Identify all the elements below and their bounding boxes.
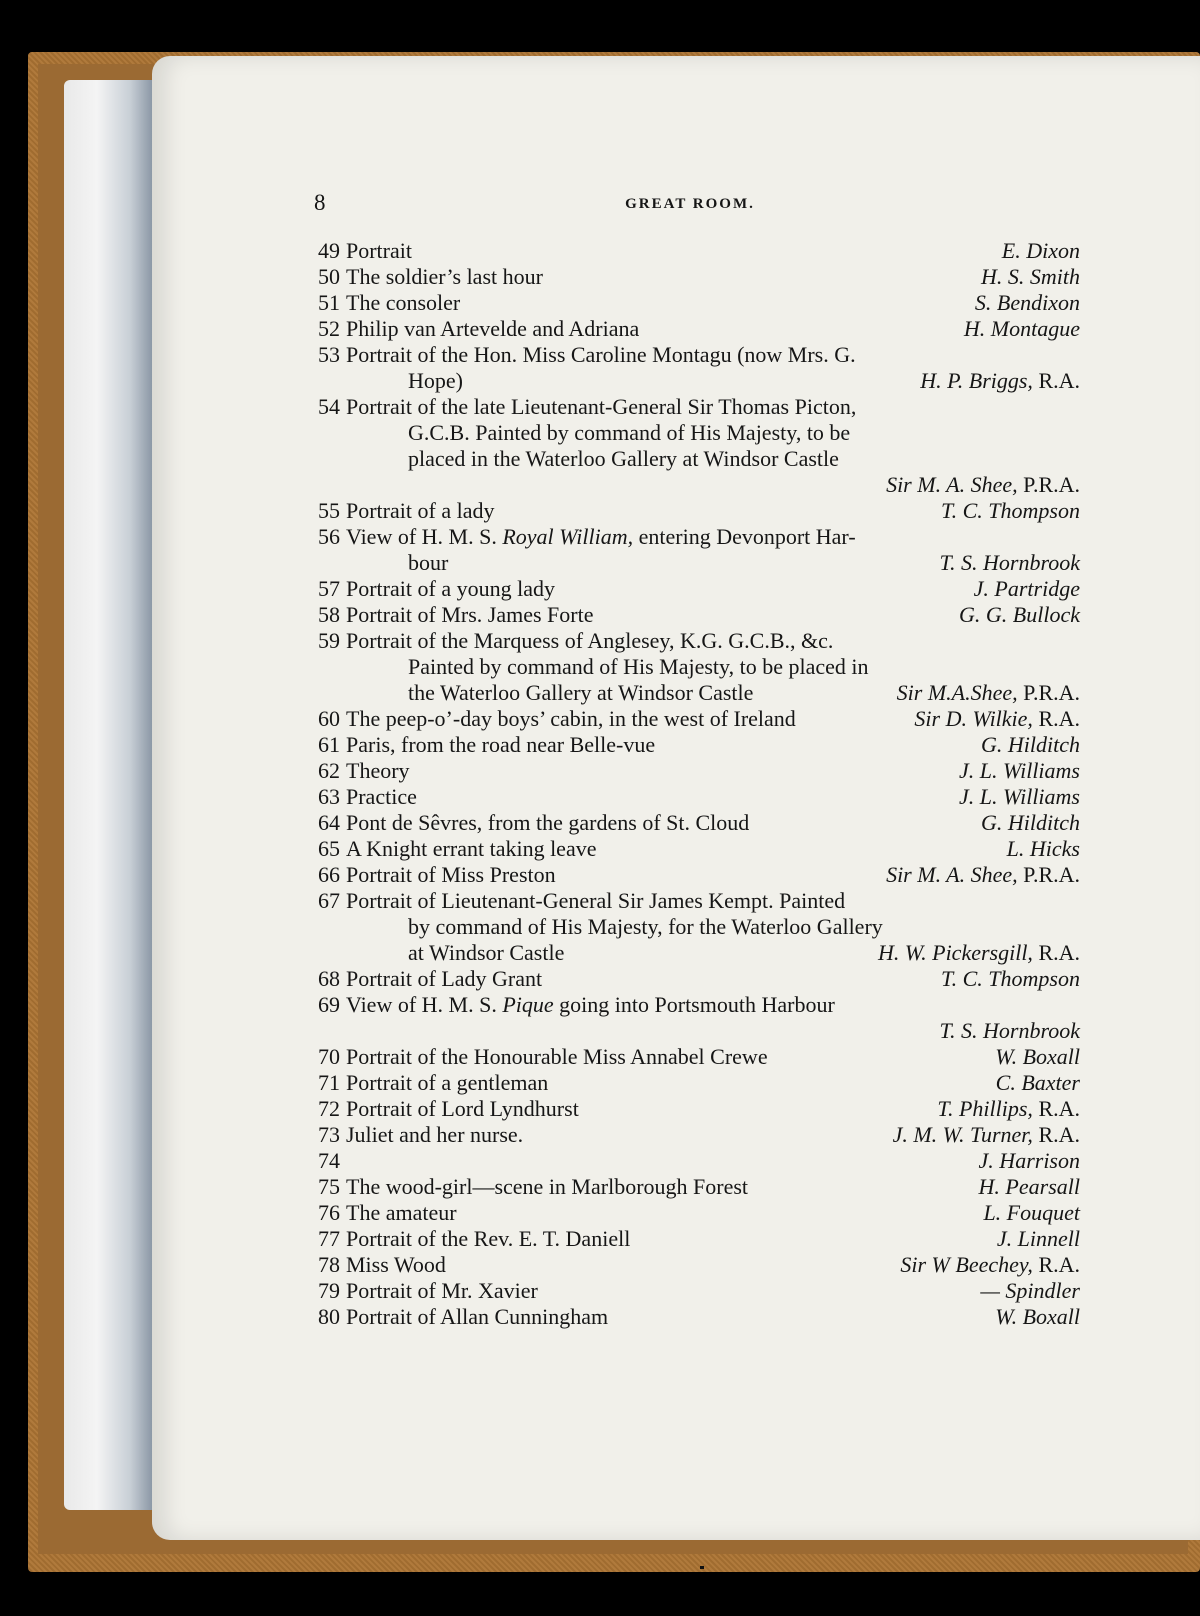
- artist-name: G. Hilditch: [981, 732, 1080, 757]
- entry-title-continued: the Waterloo Gallery at Windsor Castle: [408, 680, 754, 705]
- entry-artist: [995, 1044, 1080, 1070]
- catalogue-entry: [300, 810, 1100, 836]
- entry-artist: [878, 940, 1080, 966]
- catalogue-entry: [300, 992, 1100, 1044]
- entry-line: [300, 446, 1100, 472]
- entry-line: [300, 732, 1100, 758]
- entry-line: [300, 628, 1100, 654]
- artist-name: Sir D. Wilkie,: [914, 706, 1033, 731]
- entry-line: [300, 1148, 1100, 1174]
- artist-name: E. Dixon: [1001, 238, 1080, 263]
- entry-number: 53: [318, 342, 340, 367]
- artist-name: H. W. Pickersgill,: [877, 940, 1033, 965]
- entry-number: 77: [318, 1226, 340, 1251]
- entry-line: [300, 1278, 1100, 1304]
- entry-artist: [979, 1148, 1080, 1174]
- entry-number: 55: [318, 498, 340, 523]
- artist-name: J. L. Williams: [958, 784, 1080, 809]
- artist-honour: P.R.A.: [1017, 862, 1080, 887]
- catalogue-entry: [300, 862, 1100, 888]
- entry-number: 70: [318, 1044, 340, 1069]
- catalogue-entry: [300, 1148, 1100, 1174]
- entry-artist: [959, 602, 1080, 628]
- catalogue-entry: [300, 758, 1100, 784]
- running-head: GREAT ROOM.: [625, 196, 755, 212]
- entry-title: Portrait of the Honourable Miss Annabel Crewe: [346, 1044, 768, 1069]
- entry-line: [300, 1174, 1100, 1200]
- entry-artist: [983, 1200, 1080, 1226]
- entry-title: The amateur: [346, 1200, 457, 1225]
- scan-mark: [700, 1566, 704, 1569]
- entry-artist: [893, 1122, 1080, 1148]
- entry-number: 58: [318, 602, 340, 627]
- entry-line: [300, 940, 1100, 966]
- entry-line: [300, 1018, 1100, 1044]
- entry-title: Juliet and her nurse.: [346, 1122, 524, 1147]
- artist-honour: P.R.A.: [1017, 472, 1080, 497]
- entry-artist: [981, 264, 1080, 290]
- artist-name: Sir M. A. Shee,: [886, 862, 1018, 887]
- artist-name: T. C. Thompson: [941, 966, 1080, 991]
- entry-number: 64: [318, 810, 340, 835]
- entry-title-continued: placed in the Waterloo Gallery at Windsor Castle: [408, 446, 839, 471]
- catalogue-entry: [300, 1174, 1100, 1200]
- entry-artist: [981, 810, 1080, 836]
- artist-honour: R.A.: [1032, 1252, 1080, 1277]
- catalogue-entry: [300, 1044, 1100, 1070]
- entry-title-continued: at Windsor Castle: [408, 940, 565, 965]
- entry-line: [300, 1096, 1100, 1122]
- artist-name: H. Pearsall: [978, 1174, 1080, 1199]
- entry-line: [300, 758, 1100, 784]
- page-header: [300, 190, 1080, 226]
- catalogue-entry: [300, 706, 1100, 732]
- entry-artist: [996, 1070, 1080, 1096]
- entry-title: The consoler: [346, 290, 461, 315]
- entry-line: [300, 368, 1100, 394]
- entry-line: [300, 654, 1100, 680]
- entry-artist: [974, 576, 1080, 602]
- entry-line: [300, 914, 1100, 940]
- entry-title: Portrait of Mr. Xavier: [346, 1278, 538, 1303]
- entry-number: 78: [318, 1252, 340, 1277]
- entry-number: 67: [318, 888, 340, 913]
- entry-artist: [959, 758, 1080, 784]
- catalogue-entry: [300, 1096, 1100, 1122]
- entry-artist: [964, 316, 1080, 342]
- artist-name: G. G. Bullock: [959, 602, 1080, 627]
- entry-line: [300, 1252, 1100, 1278]
- entry-number: 79: [318, 1278, 340, 1303]
- entry-title: Portrait of Miss Preston: [346, 862, 556, 887]
- catalogue-entries: [300, 238, 1100, 1330]
- artist-honour: R.A.: [1032, 940, 1080, 965]
- entry-artist: [914, 706, 1080, 732]
- page-number: 8: [314, 190, 326, 215]
- entry-artist: [886, 472, 1080, 498]
- catalogue-entry: [300, 966, 1100, 992]
- artist-name: G. Hilditch: [981, 810, 1080, 835]
- artist-name: T. C. Thompson: [941, 498, 1080, 523]
- entry-line: [300, 862, 1100, 888]
- entry-line: [300, 264, 1100, 290]
- artist-honour: P.R.A.: [1017, 680, 1080, 705]
- artist-name: J. Partridge: [973, 576, 1080, 601]
- entry-number: 60: [318, 706, 340, 731]
- entry-number: 59: [318, 628, 340, 653]
- catalogue-entry: [300, 1122, 1100, 1148]
- artist-name: J. M. W. Turner,: [892, 1122, 1033, 1147]
- entry-artist: [939, 550, 1080, 576]
- entry-artist: [979, 1174, 1080, 1200]
- entry-number: 57: [318, 576, 340, 601]
- entry-artist: [980, 1278, 1080, 1304]
- artist-name: C. Baxter: [995, 1070, 1080, 1095]
- entry-line: [300, 524, 1100, 550]
- catalogue-entry: [300, 264, 1100, 290]
- artist-honour: R.A.: [1032, 1122, 1080, 1147]
- artist-name: J. Harrison: [978, 1148, 1080, 1173]
- entry-artist: [959, 784, 1080, 810]
- entry-number: 74: [318, 1148, 340, 1173]
- artist-name: L. Fouquet: [983, 1200, 1080, 1225]
- entry-number: 75: [318, 1174, 340, 1199]
- catalogue-entry: [300, 1226, 1100, 1252]
- entry-line: [300, 498, 1100, 524]
- catalogue-entry: [300, 1200, 1100, 1226]
- entry-number: 62: [318, 758, 340, 783]
- entry-line: [300, 602, 1100, 628]
- entry-number: 52: [318, 316, 340, 341]
- artist-name: T. S. Hornbrook: [939, 1018, 1080, 1043]
- entry-title: Portrait of the Rev. E. T. Daniell: [346, 1226, 631, 1251]
- artist-name: T. Phillips,: [937, 1096, 1033, 1121]
- entry-title: Portrait of a young lady: [346, 576, 555, 601]
- catalogue-entry: [300, 316, 1100, 342]
- entry-artist: [1007, 836, 1080, 862]
- entry-number: 65: [318, 836, 340, 861]
- entry-title: Portrait of Lady Grant: [346, 966, 543, 991]
- entry-title: The peep-o’-day boys’ cabin, in the west of Ireland: [346, 706, 796, 731]
- catalogue-entry: [300, 1278, 1100, 1304]
- artist-honour: R.A.: [1032, 706, 1080, 731]
- artist-name: H. S. Smith: [981, 264, 1080, 289]
- entry-line: [300, 290, 1100, 316]
- entry-number: 73: [318, 1122, 340, 1147]
- artist-name: L. Hicks: [1006, 836, 1080, 861]
- entry-line: [300, 1226, 1100, 1252]
- catalogue-entry: [300, 628, 1100, 706]
- catalogue-entry: [300, 888, 1100, 966]
- entry-line: [300, 810, 1100, 836]
- artist-name: Sir M.A.Shee,: [896, 680, 1018, 705]
- entry-number: 56: [318, 524, 340, 549]
- entry-title-continued: by command of His Majesty, for the Waterloo Gallery: [408, 914, 883, 939]
- entry-title: A Knight errant taking leave: [346, 836, 597, 861]
- artist-name: Sir M. A. Shee,: [886, 472, 1018, 497]
- entry-number: 69: [318, 992, 340, 1017]
- entry-number: 51: [318, 290, 340, 315]
- entry-title: Portrait of a lady: [346, 498, 495, 523]
- entry-line: [300, 1044, 1100, 1070]
- entry-title: Portrait of Mrs. James Forte: [346, 602, 594, 627]
- catalogue-entry: [300, 498, 1100, 524]
- catalogue-entry: [300, 290, 1100, 316]
- entry-line: [300, 1122, 1100, 1148]
- entry-line: [300, 238, 1100, 264]
- entry-title: The soldier’s last hour: [346, 264, 543, 289]
- entry-artist: [937, 1096, 1080, 1122]
- artist-name: H. Montague: [963, 316, 1080, 341]
- entry-title-continued: Hope): [408, 368, 463, 393]
- entry-line: [300, 888, 1100, 914]
- catalogue-entry: [300, 1070, 1100, 1096]
- entry-title: Practice: [346, 784, 417, 809]
- catalogue-entry: [300, 576, 1100, 602]
- catalogue-entry: [300, 342, 1100, 394]
- artist-honour: R.A.: [1032, 368, 1080, 393]
- catalogue-entry: [300, 784, 1100, 810]
- catalogue-entry: [300, 394, 1100, 498]
- artist-name: W. Boxall: [995, 1304, 1080, 1329]
- entry-title: Portrait of the Hon. Miss Caroline Montagu (now Mrs. G.: [346, 342, 856, 367]
- entry-title: The wood-girl—scene in Marlborough Forest: [346, 1174, 749, 1199]
- entry-title-continued: G.C.B. Painted by command of His Majesty, to be: [408, 420, 851, 445]
- entry-artist: [939, 1018, 1080, 1044]
- entry-title: Portrait of the late Lieutenant-General Sir Thomas Picton,: [346, 394, 857, 419]
- catalogue-entry: [300, 524, 1100, 576]
- artist-name: H. P. Briggs,: [920, 368, 1033, 393]
- entry-number: 80: [318, 1304, 340, 1329]
- entry-artist: [941, 966, 1080, 992]
- entry-title-continued: Painted by command of His Majesty, to be placed in: [408, 654, 869, 679]
- entry-title: Portrait of Lieutenant-General Sir James Kempt. Painted: [346, 888, 846, 913]
- artist-name: W. Boxall: [995, 1044, 1080, 1069]
- entry-title-continued: bour: [408, 550, 449, 575]
- artist-honour: R.A.: [1032, 1096, 1080, 1121]
- entry-title: View of H. M. S. Pique going into Portsmouth Harbour: [346, 992, 835, 1017]
- artist-name: S. Bendixon: [974, 290, 1080, 315]
- entry-number: 71: [318, 1070, 340, 1095]
- artist-name: T. S. Hornbrook: [939, 550, 1080, 575]
- entry-number: 66: [318, 862, 340, 887]
- entry-artist: [886, 862, 1080, 888]
- entry-line: [300, 316, 1100, 342]
- entry-line: [300, 680, 1100, 706]
- entry-number: 76: [318, 1200, 340, 1225]
- entry-line: [300, 706, 1100, 732]
- entry-line: [300, 1070, 1100, 1096]
- entry-line: [300, 992, 1100, 1018]
- entry-line: [300, 1304, 1100, 1330]
- entry-artist: [900, 1252, 1080, 1278]
- entry-number: 54: [318, 394, 340, 419]
- catalogue-entry: [300, 732, 1100, 758]
- catalogue-entry: [300, 238, 1100, 264]
- entry-artist: [941, 498, 1080, 524]
- entry-title: Portrait of a gentleman: [346, 1070, 549, 1095]
- entry-artist: [997, 1226, 1080, 1252]
- entry-title: Philip van Artevelde and Adriana: [346, 316, 640, 341]
- artist-name: — Spindler: [980, 1278, 1080, 1303]
- entry-artist: [975, 290, 1080, 316]
- entry-artist: [1002, 238, 1080, 264]
- entry-line: [300, 966, 1100, 992]
- entry-title: Portrait: [346, 238, 412, 263]
- catalogue-entry: [300, 836, 1100, 862]
- entry-number: 61: [318, 732, 340, 757]
- entry-number: 63: [318, 784, 340, 809]
- entry-title: Miss Wood: [346, 1252, 446, 1277]
- entry-line: [300, 550, 1100, 576]
- entry-number: 68: [318, 966, 340, 991]
- entry-number: 72: [318, 1096, 340, 1121]
- entry-title: Portrait of Allan Cunningham: [346, 1304, 609, 1329]
- entry-line: [300, 576, 1100, 602]
- entry-title: Paris, from the road near Belle-vue: [346, 732, 656, 757]
- artist-name: Sir W Beechey,: [900, 1252, 1033, 1277]
- entry-title: Portrait of the Marquess of Anglesey, K.G. G.C.B., &c.: [346, 628, 834, 653]
- catalogue-entry: [300, 602, 1100, 628]
- entry-line: [300, 836, 1100, 862]
- entry-line: [300, 342, 1100, 368]
- artist-name: J. L. Williams: [958, 758, 1080, 783]
- entry-title: Portrait of Lord Lyndhurst: [346, 1096, 579, 1121]
- entry-artist: [920, 368, 1080, 394]
- entry-title: View of H. M. S. Royal William, entering Devonport Har-: [346, 524, 856, 549]
- entry-artist: [981, 732, 1080, 758]
- entry-artist: [995, 1304, 1080, 1330]
- entry-line: [300, 1200, 1100, 1226]
- artist-name: J. Linnell: [996, 1226, 1080, 1251]
- entry-title: Theory: [346, 758, 410, 783]
- entry-line: [300, 472, 1100, 498]
- catalogue-entry: [300, 1304, 1100, 1330]
- entry-line: [300, 420, 1100, 446]
- entry-artist: [897, 680, 1080, 706]
- entry-title: Pont de Sêvres, from the gardens of St. Cloud: [346, 810, 750, 835]
- entry-line: [300, 394, 1100, 420]
- entry-number: 50: [318, 264, 340, 289]
- entry-line: [300, 784, 1100, 810]
- catalogue-entry: [300, 1252, 1100, 1278]
- entry-number: 49: [318, 238, 340, 263]
